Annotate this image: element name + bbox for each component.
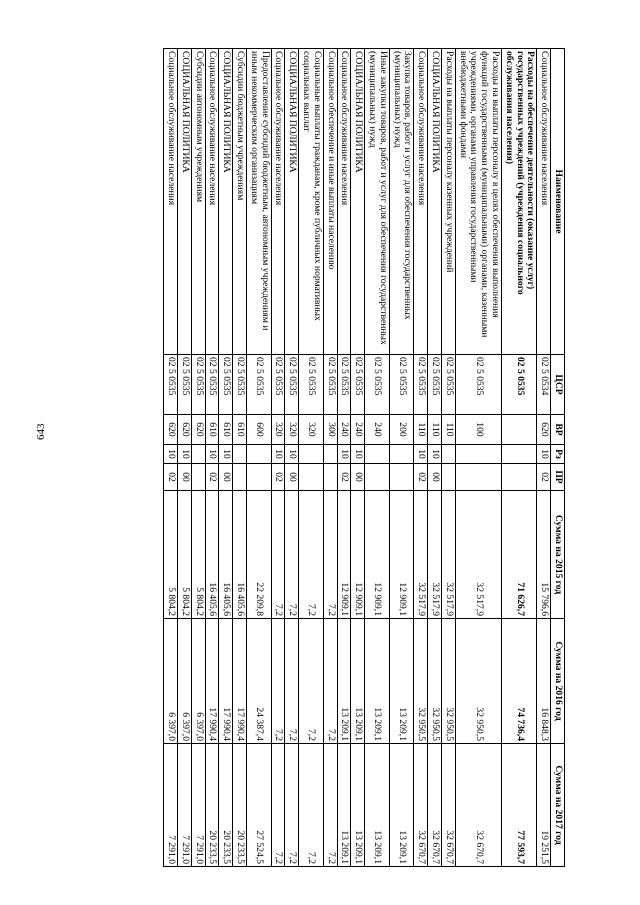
cell-pr — [233, 464, 247, 491]
cell-rz — [389, 445, 414, 464]
cell-vr — [502, 415, 537, 445]
cell-pr: 02 — [537, 464, 551, 491]
cell-rz — [233, 445, 247, 464]
cell-sum-2016: 7,2 — [323, 619, 337, 744]
table-row — [351, 49, 365, 867]
cell-sum-2017: 13 209,1 — [337, 744, 351, 867]
cell-sum-2016: 13 209,1 — [389, 619, 414, 744]
cell-sum-2016: 24 387,4 — [247, 619, 272, 744]
cell-sum-2015: 32 517,9 — [455, 491, 501, 619]
cell-pr: 00 — [178, 464, 192, 491]
budget-table — [163, 48, 565, 867]
cell-sum-2015: 5 804,2 — [164, 491, 178, 619]
table-row — [191, 49, 205, 867]
cell-sum-2015: 5 804,2 — [178, 491, 192, 619]
cell-sum-2017: 32 670,7 — [455, 744, 501, 867]
cell-vr: 620 — [191, 415, 205, 445]
cell-csr: 02 5 0535 — [337, 355, 351, 415]
cell-sum-2017: 7 291,0 — [191, 744, 205, 867]
cell-pr: 02 — [271, 464, 285, 491]
cell-vr: 110 — [442, 415, 456, 445]
cell-pr — [191, 464, 205, 491]
cell-pr: 02 — [205, 464, 219, 491]
cell-vr: 200 — [389, 415, 414, 445]
table-body — [164, 49, 551, 867]
cell-csr: 02 5 0535 — [178, 355, 192, 415]
cell-sum-2015: 7,2 — [299, 491, 324, 619]
cell-sum-2017: 32 670,7 — [428, 744, 442, 867]
cell-name: Социальное обслуживание населения — [271, 49, 285, 355]
cell-sum-2017: 7 291,0 — [164, 744, 178, 867]
cell-pr: 02 — [164, 464, 178, 491]
cell-rz: 10 — [164, 445, 178, 464]
header-sum-2015: Сумма на 2015 год — [551, 491, 565, 619]
table-row — [271, 49, 285, 867]
cell-rz: 10 — [219, 445, 233, 464]
cell-csr: 02 5 0535 — [414, 355, 428, 415]
cell-name: Расходы на обеспечение деятельности (оказание услуг) государственных учреждений (учреждения социального обслуживания населения) — [502, 49, 537, 355]
header-sum-2017: Сумма на 2017 год — [551, 744, 565, 867]
cell-sum-2017: 20 233,5 — [205, 744, 219, 867]
cell-vr: 240 — [351, 415, 365, 445]
table-row — [233, 49, 247, 867]
cell-pr: 00 — [351, 464, 365, 491]
cell-vr: 240 — [337, 415, 351, 445]
cell-name: Социальное обслуживание населения — [337, 49, 351, 355]
cell-rz — [299, 445, 324, 464]
cell-rz: 10 — [351, 445, 365, 464]
cell-csr: 02 5 0534 — [537, 355, 551, 415]
cell-sum-2016: 7,2 — [285, 619, 299, 744]
cell-vr: 600 — [247, 415, 272, 445]
cell-sum-2015: 12 909,1 — [389, 491, 414, 619]
cell-vr: 100 — [455, 415, 501, 445]
cell-sum-2016: 6 397,0 — [191, 619, 205, 744]
cell-rz: 10 — [414, 445, 428, 464]
cell-sum-2016: 6 397,0 — [178, 619, 192, 744]
cell-sum-2016: 13 209,1 — [351, 619, 365, 744]
cell-sum-2016: 32 950,5 — [442, 619, 456, 744]
cell-name: Предоставление субсидий бюджетным, автономным учреждениям и иным некоммерческим организациям — [247, 49, 272, 355]
header-vr: ВР — [551, 415, 565, 445]
table-row — [414, 49, 428, 867]
cell-rz — [455, 445, 501, 464]
cell-rz: 10 — [205, 445, 219, 464]
cell-vr: 110 — [428, 415, 442, 445]
cell-csr: 02 5 0535 — [502, 355, 537, 415]
cell-sum-2016: 16 848,3 — [537, 619, 551, 744]
cell-sum-2017: 20 233,5 — [219, 744, 233, 867]
table-header-row — [551, 49, 565, 867]
cell-sum-2017: 7,2 — [299, 744, 324, 867]
cell-sum-2015: 12 909,1 — [365, 491, 390, 619]
table-row — [455, 49, 501, 867]
table-row — [205, 49, 219, 867]
cell-sum-2015: 32 517,9 — [428, 491, 442, 619]
cell-sum-2015: 32 517,9 — [442, 491, 456, 619]
cell-sum-2016: 32 950,5 — [455, 619, 501, 744]
cell-sum-2017: 13 209,1 — [365, 744, 390, 867]
cell-rz — [502, 445, 537, 464]
table-row — [247, 49, 272, 867]
cell-name: Закупка товаров, работ и услуг для обеспечения государственных (муниципальных) нужд — [389, 49, 414, 355]
table-row — [337, 49, 351, 867]
cell-csr: 02 5 0535 — [351, 355, 365, 415]
cell-sum-2015: 16 405,6 — [219, 491, 233, 619]
cell-vr: 610 — [233, 415, 247, 445]
cell-pr — [389, 464, 414, 491]
cell-vr: 320 — [285, 415, 299, 445]
cell-sum-2016: 74 736,4 — [502, 619, 537, 744]
cell-name: Социальное обслуживание населения — [414, 49, 428, 355]
cell-vr: 300 — [323, 415, 337, 445]
cell-sum-2016: 7,2 — [299, 619, 324, 744]
cell-pr — [442, 464, 456, 491]
cell-pr — [455, 464, 501, 491]
cell-csr: 02 5 0535 — [205, 355, 219, 415]
table-row — [537, 49, 551, 867]
cell-sum-2017: 13 209,1 — [389, 744, 414, 867]
cell-vr: 620 — [537, 415, 551, 445]
cell-csr: 02 5 0535 — [455, 355, 501, 415]
cell-rz: 10 — [428, 445, 442, 464]
cell-name: Субсидии бюджетным учреждениям — [233, 49, 247, 355]
cell-csr: 02 5 0535 — [233, 355, 247, 415]
cell-pr: 00 — [285, 464, 299, 491]
cell-name: Социальные выплаты гражданам, кроме публичных нормативных социальных выплат — [299, 49, 324, 355]
cell-name: СОЦИАЛЬНАЯ ПОЛИТИКА — [178, 49, 192, 355]
cell-sum-2016: 17 990,4 — [205, 619, 219, 744]
cell-sum-2015: 5 804,2 — [191, 491, 205, 619]
rotated-page-content — [163, 48, 565, 866]
cell-pr — [365, 464, 390, 491]
cell-sum-2016: 17 990,4 — [233, 619, 247, 744]
cell-csr: 02 5 0535 — [299, 355, 324, 415]
cell-vr: 320 — [299, 415, 324, 445]
cell-csr: 02 5 0535 — [365, 355, 390, 415]
cell-sum-2017: 77 593,7 — [502, 744, 537, 867]
cell-name: СОЦИАЛЬНАЯ ПОЛИТИКА — [219, 49, 233, 355]
page-number: 643 — [35, 423, 47, 440]
cell-sum-2015: 7,2 — [285, 491, 299, 619]
cell-name: Иные закупки товаров, работ и услуг для обеспечения государственных (муниципальных) нужд — [365, 49, 390, 355]
cell-pr: 00 — [219, 464, 233, 491]
cell-pr — [502, 464, 537, 491]
table-row — [442, 49, 456, 867]
cell-csr: 02 5 0535 — [442, 355, 456, 415]
cell-pr: 02 — [414, 464, 428, 491]
cell-sum-2015: 12 909,1 — [351, 491, 365, 619]
cell-sum-2016: 7,2 — [271, 619, 285, 744]
cell-csr: 02 5 0535 — [164, 355, 178, 415]
cell-sum-2017: 7,2 — [271, 744, 285, 867]
cell-name: СОЦИАЛЬНАЯ ПОЛИТИКА — [351, 49, 365, 355]
cell-sum-2015: 16 405,6 — [205, 491, 219, 619]
cell-sum-2016: 17 990,4 — [219, 619, 233, 744]
cell-pr — [299, 464, 324, 491]
cell-csr: 02 5 0535 — [428, 355, 442, 415]
header-rz: Рз — [551, 445, 565, 464]
header-sum-2016: Сумма на 2016 год — [551, 619, 565, 744]
cell-vr: 320 — [271, 415, 285, 445]
cell-csr: 02 5 0535 — [191, 355, 205, 415]
cell-sum-2017: 7 291,0 — [178, 744, 192, 867]
cell-sum-2015: 15 796,6 — [537, 491, 551, 619]
table-row — [502, 49, 537, 867]
cell-vr: 610 — [205, 415, 219, 445]
cell-csr: 02 5 0535 — [271, 355, 285, 415]
table-row — [428, 49, 442, 867]
table-row — [178, 49, 192, 867]
cell-rz — [365, 445, 390, 464]
cell-sum-2016: 13 209,1 — [337, 619, 351, 744]
cell-sum-2017: 7,2 — [285, 744, 299, 867]
cell-name: Социальное обеспечение и иные выплаты населению — [323, 49, 337, 355]
cell-pr: 00 — [428, 464, 442, 491]
cell-rz — [247, 445, 272, 464]
cell-sum-2016: 6 397,0 — [164, 619, 178, 744]
cell-name: Субсидии автономным учреждениям — [191, 49, 205, 355]
cell-vr: 110 — [414, 415, 428, 445]
cell-sum-2015: 12 909,1 — [337, 491, 351, 619]
cell-pr — [247, 464, 272, 491]
cell-name: Социальное обслуживание населения — [537, 49, 551, 355]
cell-pr: 02 — [337, 464, 351, 491]
cell-vr: 620 — [178, 415, 192, 445]
cell-rz — [191, 445, 205, 464]
cell-rz: 10 — [537, 445, 551, 464]
cell-rz — [442, 445, 456, 464]
cell-sum-2015: 71 626,7 — [502, 491, 537, 619]
cell-csr: 02 5 0535 — [389, 355, 414, 415]
cell-rz — [323, 445, 337, 464]
table-row — [285, 49, 299, 867]
cell-csr: 02 5 0535 — [247, 355, 272, 415]
cell-sum-2015: 32 517,9 — [414, 491, 428, 619]
cell-csr: 02 5 0535 — [219, 355, 233, 415]
cell-sum-2016: 32 950,5 — [428, 619, 442, 744]
cell-sum-2017: 19 251,5 — [537, 744, 551, 867]
cell-sum-2016: 13 209,1 — [365, 619, 390, 744]
table-row — [323, 49, 337, 867]
cell-sum-2017: 27 524,5 — [247, 744, 272, 867]
cell-vr: 610 — [219, 415, 233, 445]
cell-rz: 10 — [178, 445, 192, 464]
header-pr: ПР — [551, 464, 565, 491]
cell-name: Расходы на выплаты персоналу казенных учреждений — [442, 49, 456, 355]
cell-csr: 02 5 0535 — [323, 355, 337, 415]
cell-sum-2016: 32 950,5 — [414, 619, 428, 744]
table-row — [299, 49, 324, 867]
cell-rz: 10 — [337, 445, 351, 464]
cell-rz: 10 — [285, 445, 299, 464]
cell-name: Расходы на выплаты персоналу в целях обеспечения выполнения функций государственными (муниципальными) органами, казенными учреждениями, органами управления государственными внебюджетными фондами — [455, 49, 501, 355]
header-csr: ЦСР — [551, 355, 565, 415]
cell-name: СОЦИАЛЬНАЯ ПОЛИТИКА — [285, 49, 299, 355]
table-row — [365, 49, 390, 867]
cell-csr: 02 5 0535 — [285, 355, 299, 415]
cell-sum-2015: 16 405,6 — [233, 491, 247, 619]
cell-sum-2017: 13 209,1 — [351, 744, 365, 867]
cell-name: Социальное обслуживание населения — [164, 49, 178, 355]
cell-sum-2015: 22 209,8 — [247, 491, 272, 619]
cell-vr: 240 — [365, 415, 390, 445]
cell-vr: 620 — [164, 415, 178, 445]
cell-sum-2017: 20 233,5 — [233, 744, 247, 867]
cell-sum-2017: 32 670,7 — [414, 744, 428, 867]
cell-rz: 10 — [271, 445, 285, 464]
cell-pr — [323, 464, 337, 491]
cell-name: Социальное обслуживание населения — [205, 49, 219, 355]
cell-sum-2017: 32 670,7 — [442, 744, 456, 867]
table-row — [164, 49, 178, 867]
cell-sum-2015: 7,2 — [323, 491, 337, 619]
cell-sum-2017: 7,2 — [323, 744, 337, 867]
table-row — [219, 49, 233, 867]
header-name: Наименование — [551, 49, 565, 355]
cell-sum-2015: 7,2 — [271, 491, 285, 619]
cell-name: СОЦИАЛЬНАЯ ПОЛИТИКА — [428, 49, 442, 355]
table-row — [389, 49, 414, 867]
